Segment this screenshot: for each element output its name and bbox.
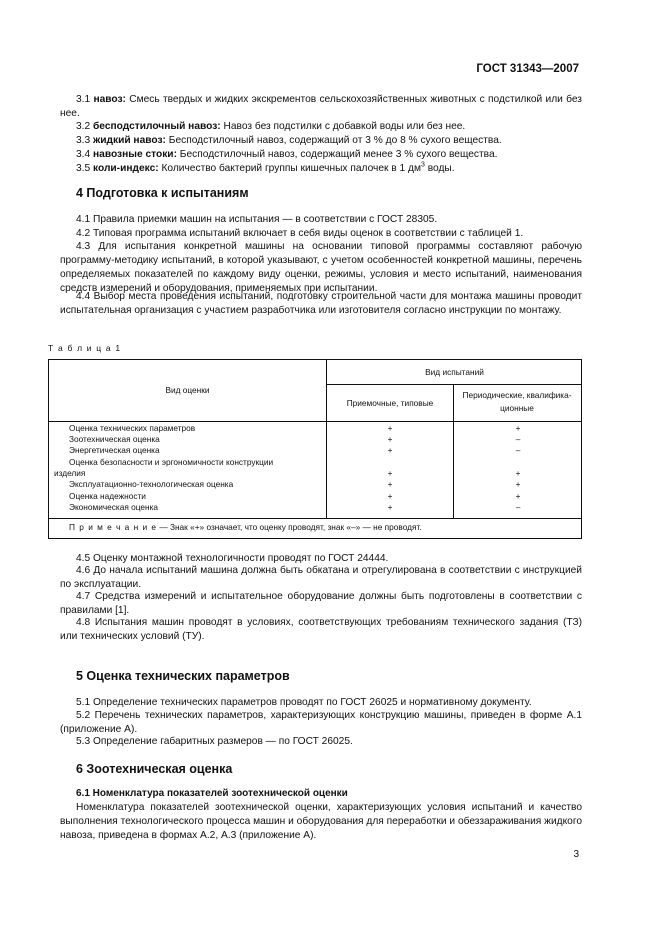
paragraph-5-1: 5.1 Определение технических параметров проводят по ГОСТ 26025 и нормативному документу. [76,697,532,708]
column-header-periodic: Периодические, квалифика-ционные [462,390,572,413]
column-header-acceptance: Приемочные, типовые [346,398,434,408]
definition-3-2: 3.2 бесподстилочный навоз: Навоз без подстилки с добавкой воды или без нее. [76,121,466,132]
subsection-6-1-title: 6.1 Номенклатура показателей зоотехнической оценки [76,788,348,799]
section-5-title: 5 Оценка технических параметров [76,669,290,683]
table-cell: + [387,479,393,489]
table-vline [453,384,454,518]
table-cell: – [515,502,521,512]
table-cell: + [387,445,393,455]
paragraph-4-2: 4.2 Типовая программа испытаний включает в себя виды оценок в соответствии с таблицей 1. [76,228,524,239]
table-row-label: Зоотехническая оценка [69,434,160,444]
paragraph-5-3: 5.3 Определение габаритных размеров — по ГОСТ 26025. [76,736,353,747]
table-row-label: Эксплуатационно-технологическая оценка [69,479,234,489]
paragraph-4-3: 4.3 Для испытания конкретной машины на основании типовой программы составляют рабочую программу-методику испытаний, в которой указывают, с учетом особенностей конкретной машины, перечень определяемых показателей по каждому виду оценки, режимы, условия и место испытаний, наименования средств измерений и оборудования, применяемых при испытании. [60,241,582,294]
paragraph-4-6: 4.6 До начала испытаний машина должна быть обкатана и отрегулирована в соответствии с инструкцией по эксплуатации. [60,565,582,590]
table-row-label: Экономическая оценка [69,502,159,512]
paragraph-4-5: 4.5 Оценку монтажной технологичности проводят по ГОСТ 24444. [76,553,389,564]
table-note: П р и м е ч а н и е — Знак «+» означает, что оценку проводят, знак «–» — не проводят. [69,522,422,532]
paragraph-6-1: Номенклатура показателей зоотехнической оценки, характеризующих условия испытаний и качество выполнения технологического процесса машин и оборудования для переработки и обеззараживания жидкого навоза, приведена в формах А.2, А.3 (приложение А). [60,802,582,841]
definition-3-4: 3.4 навозные стоки: Бесподстилочный навоз, содержащий менее 3 % сухого вещества. [76,149,498,160]
table-1 [48,359,582,539]
table-cell: + [387,502,393,512]
table-row-label: Оценка безопасности и эргономичности конструкции [69,457,274,467]
table-cell: + [387,434,393,444]
paragraph-4-8: 4.8 Испытания машин проводят в условиях, соответствующих требованиям технического задания (ТЗ) или технических условий (ТУ). [60,617,582,642]
paragraph-4-1: 4.1 Правила приемки машин на испытания — в соответствии с ГОСТ 28305. [76,214,438,225]
page-number: 3 [573,849,579,860]
section-4-title: 4 Подготовка к испытаниям [76,186,249,200]
table-cell: – [515,434,521,444]
document-header: ГОСТ 31343—2007 [476,63,579,75]
section-6-title: 6 Зоотехническая оценка [76,762,233,776]
table-cell: + [387,423,393,433]
table-row-label: Оценка надежности [69,491,146,501]
table-cell: – [515,445,521,455]
table-cell: + [387,491,393,501]
table-cell: + [515,423,521,433]
definition-3-1: 3.1 навоз: Смесь твердых и жидких экскрементов сельскохозяйственных животных с подстилкой или без нее. [60,94,582,119]
table-row-label: Энергетическая оценка [69,445,160,455]
table-hline [49,421,582,422]
table-hline [326,384,582,385]
table-hline [49,518,582,519]
table-caption: Т а б л и ц а 1 [48,343,122,353]
paragraph-5-2: 5.2 Перечень технических параметров, характеризующих конструкцию машины, приведен в форме А.1 (приложение А). [60,710,582,735]
table-row-label: изделия [54,468,86,478]
table-cell: + [515,479,521,489]
definition-3-3: 3.3 жидкий навоз: Бесподстилочный навоз, содержащий от 3 % до 8 % сухого вещества. [76,135,502,146]
definition-3-5: 3.5 коли-индекс: Количество бактерий группы кишечных палочек в 1 $дм^3$ воды. [76,161,455,174]
table-cell: + [515,468,521,478]
paragraph-4-7: 4.7 Средства измерений и испытательное оборудование должны быть подготовлены в соответствии с правилами [1]. [60,591,582,616]
table-cell: + [387,468,393,478]
table-row-label: Оценка технических параметров [69,423,196,433]
column-group-header: Вид испытаний [425,367,484,377]
column-header-type: Вид оценки [165,385,210,395]
paragraph-4-4: 4.4 Выбор места проведения испытаний, подготовку строительной части для монтажа машины проводит испытательная организация с участием разработчика или изготовителя согласно инструкции по монтажу. [60,291,582,316]
table-cell: + [515,491,521,501]
